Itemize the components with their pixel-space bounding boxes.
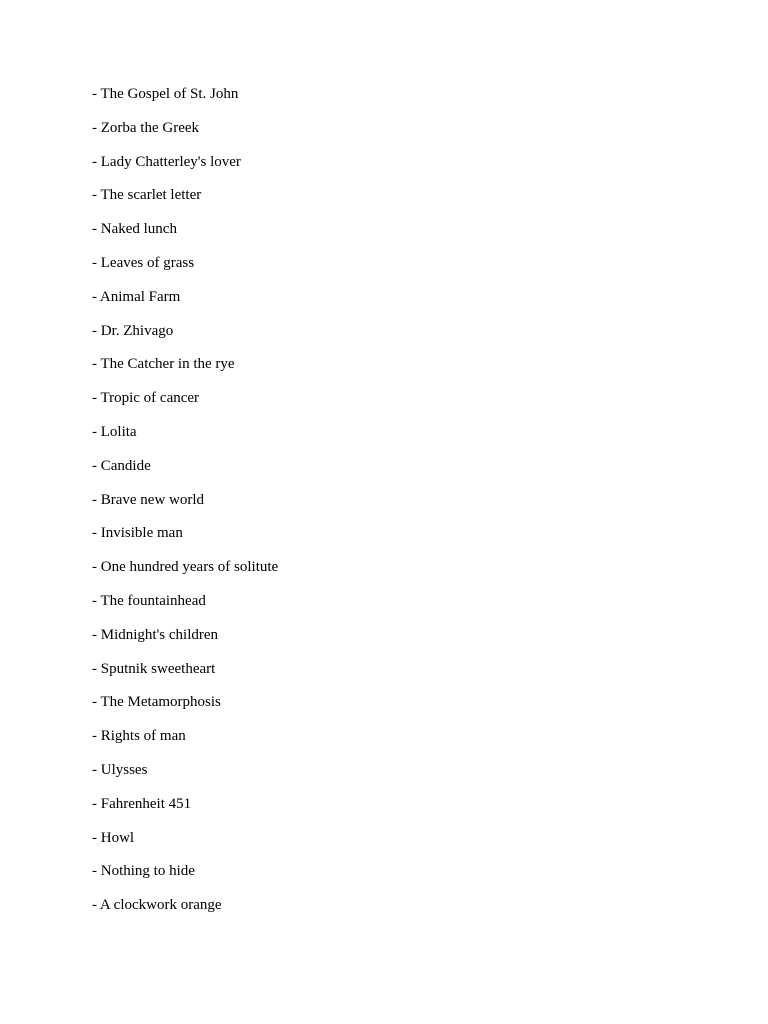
list-item: - Sputnik sweetheart — [92, 660, 216, 677]
list-item: - Nothing to hide — [92, 863, 195, 880]
list-item: - Ulysses — [92, 761, 148, 778]
list-item: - Candide — [92, 457, 151, 474]
book-list — [92, 84, 692, 929]
list-item: - Rights of man — [92, 728, 186, 745]
list-item: - Tropic of cancer — [92, 390, 200, 407]
list-item: - The Metamorphosis — [92, 694, 221, 711]
list-item: - Animal Farm — [92, 288, 181, 305]
list-item: - Fahrenheit 451 — [92, 795, 192, 812]
list-item: - Invisible man — [92, 525, 183, 542]
list-item: - The fountainhead — [92, 592, 206, 609]
list-item: - A clockwork orange — [92, 897, 222, 914]
list-item: - Lady Chatterley's lover — [92, 153, 241, 170]
list-item: - Zorba the Greek — [92, 119, 200, 136]
list-item: - Midnight's children — [92, 626, 219, 643]
list-item: - One hundred years of solitute — [92, 559, 279, 576]
list-item: - The Gospel of St. John — [92, 86, 239, 102]
list-item: - Howl — [92, 829, 135, 846]
list-item: - The scarlet letter — [92, 187, 202, 204]
list-item: - Lolita — [92, 423, 137, 440]
list-item: - Dr. Zhivago — [92, 322, 174, 339]
list-item: - Naked lunch — [92, 221, 177, 238]
list-item: - The Catcher in the rye — [92, 356, 235, 373]
list-item: - Brave new world — [92, 491, 205, 508]
list-item: - Leaves of grass — [92, 254, 195, 271]
